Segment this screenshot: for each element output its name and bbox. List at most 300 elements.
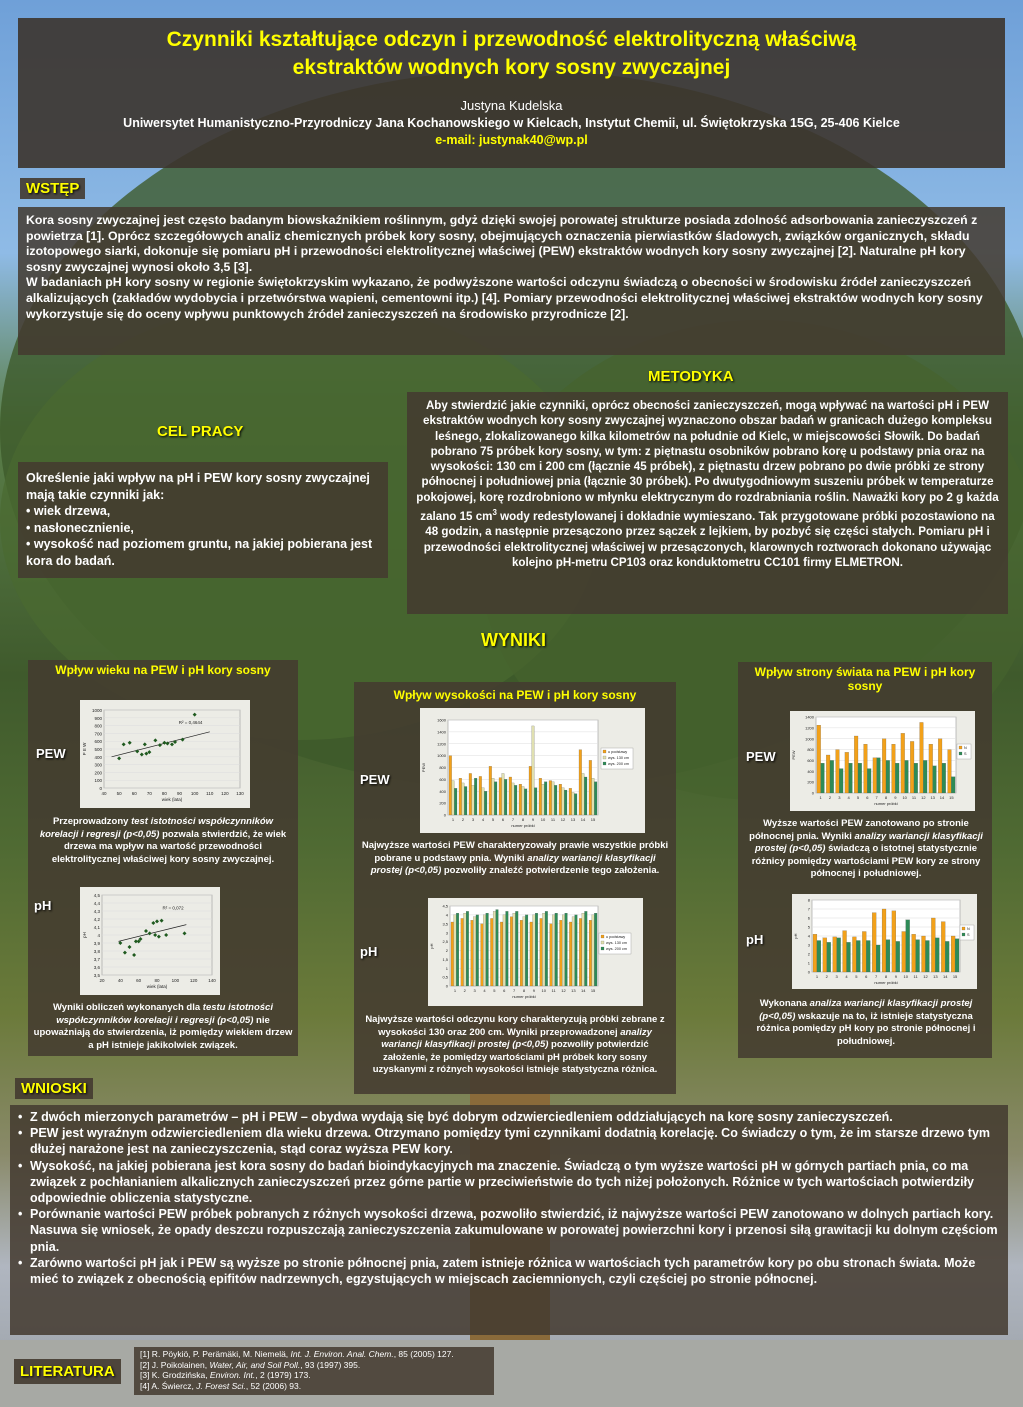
y-tick-label: 2 [807, 951, 810, 957]
x-tick-label: 13 [933, 974, 938, 979]
x-tick-label: 7 [875, 974, 878, 979]
x-tick-label: 4 [481, 817, 485, 822]
bar [858, 763, 862, 793]
cel-item-1: • wiek drzewa, [26, 504, 111, 518]
legend-label: S [964, 752, 967, 756]
metodyka-sup: 3 [492, 508, 497, 518]
bar [510, 917, 513, 986]
literatura-heading: LITERATURA [14, 1359, 121, 1384]
bar [530, 922, 533, 986]
bar [479, 776, 482, 815]
x-tick-label: 5 [493, 988, 496, 993]
bar [525, 915, 528, 986]
x-tick-label: 10 [541, 988, 546, 993]
bar [910, 741, 914, 793]
bar [569, 922, 572, 986]
height-ph-chart [428, 898, 643, 1006]
x-tick-label: 20 [99, 978, 105, 983]
bar [892, 744, 896, 793]
email: e-mail: justynak40@wp.pl [435, 133, 588, 147]
bar [914, 763, 918, 793]
x-tick-label: 1 [451, 817, 455, 822]
literatura-panel [134, 1347, 494, 1395]
x-tick-label: 4 [845, 974, 848, 979]
height-title: Wpływ wysokości na PEW i pH kory sosny [393, 688, 637, 702]
x-tick-label: 12 [560, 817, 566, 822]
data-point [132, 953, 136, 957]
bar [843, 931, 847, 972]
y-tick-label: 4 [97, 933, 100, 938]
bar [515, 911, 518, 986]
bar [506, 911, 509, 986]
bar [817, 725, 821, 793]
y-tick-label: 1400 [437, 729, 446, 735]
height-ph-caption: Najwyższe wartości odczynu kory charakteryzują próbki zebrane z wysokości 130 oraz 200 cm. Wyniki przeprowadzonej analizy wariancji klasyfikacji prostej (p<0,05) pozwoliły potwierdzić założenie, że pomiędzy wartościami pH próbek kory sosny uzyskanymi z różnych wysokości istnieje statystyczna różnica. [365, 1014, 665, 1075]
legend-label: wys. 200 cm [606, 947, 628, 951]
bar [584, 777, 587, 815]
bar [901, 733, 905, 793]
wstep-paragraph-1: Kora sosny zwyczajnej jest często badanym biowskaźnikiem roślinnym, gdyż dzięki swojej porowatej strukturze posiada zdolność adsorbowania zanieczyszczeń z powietrza [1]. Oprócz szczegółowych analiz chemicznych próbek kory sosny, obejmujących oznaczenia pierwiastków śladowych, związków organicznych, składu izotopowego siarki, dokonuje się pomiaru pH i przewodności elektrolitycznej właściwej (PEW) ekstraktów wodnych kory sosny zwyczajnej [2]. Naturalne pH kory sosny zwyczajnej wynosi około 3,5 [3]. [26, 213, 978, 274]
y-tick-label: 900 [94, 715, 102, 721]
x-tick-label: 9 [532, 988, 535, 993]
bullet-icon: • [18, 1255, 23, 1270]
bar [929, 744, 933, 793]
age-ph-caption: Wyniki obliczeń wykonanych dla testu istotności współczynników korelacji i regresji (p<0,05) nie upoważniają do stwierdzenia, iż pomiędzy wiekiem drzew a pH istnieje jakikolwiek związek. [33, 1002, 293, 1051]
x-tick-label: 8 [522, 988, 526, 993]
side-pew-label: PEW [746, 749, 776, 764]
bar [564, 790, 567, 815]
bar [582, 773, 585, 815]
y-tick-label: 600 [439, 776, 446, 782]
x-tick-label: 4 [483, 988, 486, 993]
bar [912, 934, 916, 972]
y-tick-label: 200 [439, 800, 446, 806]
bar [942, 763, 946, 793]
x-tick-label: 1 [815, 974, 819, 979]
bar [552, 782, 555, 815]
bar [849, 763, 853, 793]
bullet-icon: • [18, 1158, 23, 1173]
bar [533, 915, 536, 986]
bar [500, 922, 503, 986]
bar [582, 913, 585, 986]
y-tick-label: 3,6 [93, 965, 100, 970]
bar [524, 789, 527, 815]
x-tick-label: 7 [513, 988, 516, 993]
x-tick-label: 1 [819, 795, 822, 800]
y-tick-label: 4,2 [93, 917, 100, 922]
x-tick-label: 14 [580, 988, 586, 993]
height-pew-chart [420, 708, 645, 833]
bar [852, 937, 856, 972]
y-tick-label: 800 [807, 747, 814, 753]
x-tick-label: 12 [923, 974, 928, 979]
y-tick-label: 1 [807, 960, 810, 966]
legend-swatch [962, 927, 965, 930]
bar [481, 924, 484, 986]
bar [862, 932, 866, 973]
legend-label: N [967, 927, 970, 931]
bar [592, 778, 595, 815]
x-tick-label: 110 [206, 791, 214, 796]
bar [449, 756, 452, 815]
bar [817, 941, 821, 973]
x-tick-label: 11 [550, 817, 556, 822]
x-tick-label: 120 [189, 978, 198, 983]
cel-heading: CEL PRACY [157, 423, 244, 440]
bar [452, 781, 455, 815]
bar [833, 937, 837, 972]
age-ph-label: pH [34, 898, 52, 913]
x-tick-label: 11 [913, 974, 918, 979]
bar [549, 781, 552, 815]
bar [451, 922, 454, 986]
bar [827, 942, 831, 972]
bar [836, 750, 840, 793]
y-tick-label: 100 [94, 778, 102, 784]
y-tick-label: 4 [445, 912, 448, 918]
bar [523, 917, 526, 986]
bar [579, 918, 582, 986]
legend-label: u podstawy [608, 750, 628, 754]
data-point [128, 945, 132, 949]
x-tick-label: 10 [902, 795, 907, 800]
wnioski-item-text: Zarówno wartości pH jak i PEW są wyższe po stronie północnej pnia, zatem istnieje różnica w wartościach tych parametrów kory po obu stronach świata. Może mieć to związek z obecnością epifitów nadrzewnych, egzystujących w miejscach zaciemnionych, czyli częściej po stronie północnej. [30, 1255, 976, 1287]
bar [493, 911, 496, 986]
bar [951, 777, 955, 793]
wstep-heading: WSTĘP [20, 178, 85, 199]
x-tick-label: 80 [154, 978, 160, 983]
y-tick-label: 700 [94, 731, 102, 737]
x-tick-label: 100 [190, 791, 199, 796]
y-tick-label: 3,5 [93, 973, 100, 978]
bar [544, 782, 547, 815]
x-tick-label: 12 [921, 795, 926, 800]
x-tick-label: 120 [221, 791, 229, 796]
y-tick-label: 1000 [91, 708, 102, 713]
bar [545, 911, 548, 986]
bar [490, 918, 493, 986]
bar [839, 769, 843, 793]
y-tick-label: 300 [94, 762, 102, 768]
x-axis-label: numer próbki [874, 801, 898, 806]
legend-swatch [959, 746, 962, 749]
bar [496, 910, 499, 986]
side-title: Wpływ strony świata na PEW i pH kory sosny [754, 665, 976, 693]
x-tick-label: 15 [590, 817, 596, 822]
x-tick-label: 2 [463, 988, 466, 993]
wnioski-list [18, 1109, 1000, 1287]
x-tick-label: 60 [136, 978, 142, 983]
x-tick-label: 2 [825, 974, 828, 979]
bar [823, 938, 827, 972]
bar [560, 920, 563, 986]
data-point [170, 742, 174, 746]
bar [512, 783, 515, 815]
data-point [164, 933, 168, 937]
bar [519, 784, 522, 815]
bar [935, 938, 939, 972]
age-title: Wpływ wieku na PEW i pH kory sosny [55, 663, 271, 677]
x-tick-label: 2 [461, 817, 465, 822]
bar [821, 763, 825, 793]
bar [513, 913, 516, 986]
x-axis-label: numer próbki [512, 994, 536, 999]
x-tick-label: 80 [161, 791, 167, 796]
bar [589, 920, 592, 986]
bar [837, 938, 841, 972]
r2-annotation: R² = 0,4644 [178, 720, 203, 726]
y-tick-label: 8 [807, 897, 810, 903]
bar [471, 920, 474, 986]
bar [462, 783, 465, 815]
bar [472, 785, 475, 815]
x-tick-label: 5 [855, 974, 858, 979]
y-tick-label: 400 [807, 768, 814, 774]
bar [486, 913, 489, 986]
x-tick-label: 3 [835, 974, 838, 979]
bar [484, 791, 487, 815]
bar [461, 918, 464, 986]
x-tick-label: 3 [473, 988, 476, 993]
y-tick-label: 1,5 [442, 956, 448, 962]
x-axis-label: wiek (lata) [161, 797, 183, 802]
y-axis-label: pH [793, 933, 798, 939]
bar [938, 739, 942, 793]
literatura-ref: [4] A. Świercz, J. Forest Sci., 52 (2006) 93. [140, 1380, 302, 1391]
cel-intro: Określenie jaki wpływ na pH i PEW kory sosny zwyczajnej mają takie czynniki jak: [26, 471, 370, 502]
wnioski-item [18, 1125, 1000, 1157]
x-tick-label: 70 [146, 791, 152, 796]
y-tick-label: 4 [807, 933, 810, 939]
y-tick-label: 0 [443, 812, 446, 818]
y-tick-label: 400 [439, 788, 446, 794]
bar [896, 941, 900, 972]
y-tick-label: 3 [807, 942, 810, 948]
x-tick-label: 10 [540, 817, 546, 822]
bar [540, 918, 543, 986]
y-tick-label: 2,5 [442, 939, 448, 945]
bar [502, 773, 505, 815]
literatura-list [140, 1349, 488, 1391]
side-ph-caption: Wykonana analiza wariancji klasyfikacji prostej (p<0,05) wskazuje na to, iż istnieje statystyczna różnica pomiędzy pH kory po stronie północnej i południowej. [756, 998, 976, 1047]
bar [886, 760, 890, 793]
y-tick-label: 600 [94, 739, 102, 745]
bar [877, 758, 881, 793]
bar [574, 794, 577, 815]
bar [847, 942, 851, 972]
y-tick-label: 6 [807, 915, 810, 921]
bar [854, 736, 858, 793]
bar [589, 760, 592, 815]
literatura-ref: [3] K. Grodzińska, Environ. Int., 2 (1979) 173. [140, 1370, 311, 1381]
y-axis-label: pH [429, 943, 434, 949]
data-point [153, 738, 157, 742]
data-point [144, 929, 148, 933]
bar [925, 941, 929, 973]
y-tick-label: 0 [445, 983, 448, 989]
y-tick-label: 3,7 [93, 957, 100, 962]
legend-swatch [603, 756, 606, 759]
y-tick-label: 0 [811, 790, 814, 796]
height-pew-caption: Najwyższe wartości PEW charakteryzowały prawie wszystkie próbki pobrane u podstawy pnia. Wyniki analizy wariancji klasyfikacji prostej (p<0,05) pozwoliły znaleźć potwierdzenie tego założenia. [361, 840, 669, 876]
x-tick-label: 3 [838, 795, 841, 800]
bar [509, 777, 512, 815]
x-tick-label: 15 [590, 988, 596, 993]
bar [565, 913, 568, 986]
bar [882, 739, 886, 793]
wstep-panel [18, 207, 1005, 355]
y-tick-label: 1000 [805, 736, 814, 742]
y-tick-label: 1200 [805, 725, 814, 731]
bar [504, 779, 507, 815]
y-tick-label: 7 [807, 906, 810, 912]
y-tick-label: 800 [439, 765, 446, 771]
x-tick-label: 40 [117, 978, 123, 983]
bar [454, 915, 457, 986]
wnioski-item [18, 1109, 1000, 1125]
y-tick-label: 4,1 [93, 925, 100, 930]
y-axis-label: pH [82, 932, 87, 938]
x-tick-label: 14 [580, 817, 586, 822]
bar [459, 778, 462, 815]
bar [469, 773, 472, 815]
metodyka-panel [407, 392, 1008, 614]
bar [550, 924, 553, 986]
bullet-icon: • [18, 1126, 23, 1141]
y-tick-label: 2 [445, 948, 448, 954]
y-tick-label: 5 [807, 924, 810, 930]
y-tick-label: 4,5 [93, 893, 100, 898]
bar [830, 760, 834, 793]
x-tick-label: 9 [894, 795, 897, 800]
x-tick-label: 60 [131, 791, 137, 796]
y-tick-label: 200 [807, 779, 814, 785]
data-point [153, 933, 157, 937]
y-axis-label: P E W [82, 742, 87, 756]
metodyka-heading: METODYKA [648, 368, 734, 385]
bar [916, 940, 920, 972]
bar [873, 758, 877, 793]
bullet-icon: • [18, 1207, 23, 1222]
data-point [122, 742, 126, 746]
bar [532, 726, 535, 815]
bar [474, 778, 477, 815]
bar [876, 945, 880, 972]
legend-swatch [962, 933, 965, 936]
bar [464, 787, 467, 816]
bar [555, 913, 558, 986]
x-tick-label: 90 [177, 791, 183, 796]
legend-label: wys. 130 cm [608, 756, 630, 760]
legend-label: S [967, 933, 970, 937]
bar [482, 788, 485, 815]
poster-title-line1: Czynniki kształtujące odczyn i przewodność elektrolityczną właściwą [166, 28, 857, 51]
cel-panel [18, 462, 388, 578]
side-ph-chart [792, 894, 977, 989]
y-tick-label: 1400 [805, 714, 814, 720]
bar [941, 922, 945, 972]
y-tick-label: 4,4 [93, 901, 100, 906]
bar [492, 778, 495, 815]
x-tick-label: 9 [531, 817, 535, 822]
x-tick-label: 13 [570, 817, 576, 822]
bar [539, 778, 542, 815]
legend-swatch [601, 941, 604, 944]
x-axis-label: numer próbki [874, 980, 898, 985]
bar [542, 784, 545, 815]
legend-label: wys. 200 cm [608, 762, 630, 766]
bar [864, 744, 868, 793]
x-axis-label: wiek (lata) [146, 984, 168, 989]
bar [483, 915, 486, 986]
y-tick-label: 400 [94, 754, 102, 760]
y-tick-label: 0,5 [442, 974, 448, 980]
metodyka-text-2: wody redestylowanej i dokładnie wymieszano. Tak przygotowane próbki pozostawiono na 48 godzin, a następnie przesączono przez sączek z lejkiem, by pozbyć się części stałych. Pomiaru pH i przewodności elektrolitycznej właściwej w przesączonych, klarownych roztworach dokonano używając kolejno pH-metru CP103 oraz konduktometru CC101 firmy ELMETRON. [423, 509, 995, 569]
bar [866, 941, 870, 973]
bar [572, 792, 575, 815]
metodyka-text-1: Aby stwierdzić jakie czynniki, oprócz obecności zanieczyszczeń, mogą wpływać na wartości pH i PEW ekstraktów wodnych kory sosny zwyczajnej wyznaczono obszar badań w granicach dużego kompleksu leśnego, zlokalizowanego kilka kilometrów na południe od Kielc, w miejscowości Słowik. Do badań pobrano 75 próbek kory sosny, w tym: z piętnastu osobników pobrano korę u podstawy pnia oraz na wysokości: 130 cm i 200 cm (łącznie 45 próbek), z piętnastu drzew pobrano po dwie próbki ze strony północnej i południowej pnia (łącznie 30 próbek). Po dwutygodniowym suszeniu próbek w temperaturze pokojowej, korę rozdrobniono w młynku elektrycznym do rozdrabniania roślin. Naważki kory po 2 g każda zalano 15 cm [416, 399, 999, 523]
y-tick-label: 0 [807, 969, 810, 975]
x-tick-label: 11 [551, 988, 556, 993]
x-tick-label: 6 [865, 974, 868, 979]
bar [931, 918, 935, 972]
age-ph-chart [80, 887, 220, 995]
bar [867, 769, 871, 793]
bullet-icon: • [18, 1110, 23, 1124]
y-tick-label: 1200 [437, 741, 446, 747]
x-tick-label: 14 [942, 974, 948, 979]
data-point [140, 752, 144, 756]
bar [503, 915, 506, 986]
x-tick-label: 10 [903, 974, 908, 979]
bar [845, 752, 849, 793]
legend-swatch [603, 750, 606, 753]
bar [945, 941, 949, 972]
poster-title-line2: ekstraktów wodnych kory sosny zwyczajnej [292, 56, 731, 79]
author: Justyna Kudelska [460, 98, 563, 113]
legend-swatch [601, 935, 604, 938]
bar [826, 755, 830, 793]
x-tick-label: 3 [471, 817, 475, 822]
bar [902, 932, 906, 973]
bar [572, 917, 575, 986]
bar [514, 785, 517, 815]
side-pew-caption: Wyższe wartości PEW zanotowano po stronie północnej pnia. Wyniki analizy wariancji klasyfikacji prostej (p<0,05) świadczą o istotnej statystycznie różnicy pomiędzy wartościami PEW kory ze strony północnej i południowej. [749, 818, 983, 879]
x-tick-label: 6 [866, 795, 869, 800]
header-panel [18, 18, 1005, 168]
literatura-ref: [2] J. Poikolainen, Water, Air, and Soil Poll., 93 (1997) 395. [140, 1359, 361, 1370]
y-tick-label: 1 [445, 965, 448, 971]
x-tick-label: 100 [171, 978, 180, 983]
x-tick-label: 15 [949, 795, 954, 800]
data-point [151, 921, 155, 925]
wnioski-item [18, 1158, 1000, 1207]
bar [872, 913, 876, 972]
legend-label: u podstawy [606, 935, 626, 939]
y-tick-label: 4,3 [93, 909, 100, 914]
wstep-paragraph-2: W badaniach pH kory sosny w regionie świętokrzyskim wykazano, że podwyższone wartości odczynu świadczą o obecności w środowisku źródeł zanieczyszczeń alkalizujących (zakładów wydobycia i przetwórstwa wapieni, cementowni itp.) [4]. Pomiary przewodności elektrolitycznej właściwej ekstraktów wodnych kory sosny wykorzystuje się do oceny wpływu punktowych źródeł zanieczyszczeń na środowisko przyrodnicze [2]. [26, 275, 983, 321]
wnioski-item-text: Wysokość, na jakiej pobierana jest kora sosny do badań bioindykacyjnych ma znaczenie. Świadczą o tym wyższe wartości pH w górnych partiach pnia, co ma związek z pochłanianiem alkalicznych zanieczyszczeń przez górne partie w przeciwieństwie do tych niżej położonych. Różnice w tych wartościach potwierdziły odpowiednie obliczenia statystyczne. [30, 1158, 975, 1206]
bar [473, 917, 476, 986]
bar [882, 909, 886, 972]
bar [463, 913, 466, 986]
x-tick-label: 15 [952, 974, 958, 979]
legend-label: wys. 130 cm [606, 941, 628, 945]
y-tick-label: 0 [99, 786, 102, 791]
bar [489, 766, 492, 815]
x-tick-label: 8 [884, 795, 888, 800]
